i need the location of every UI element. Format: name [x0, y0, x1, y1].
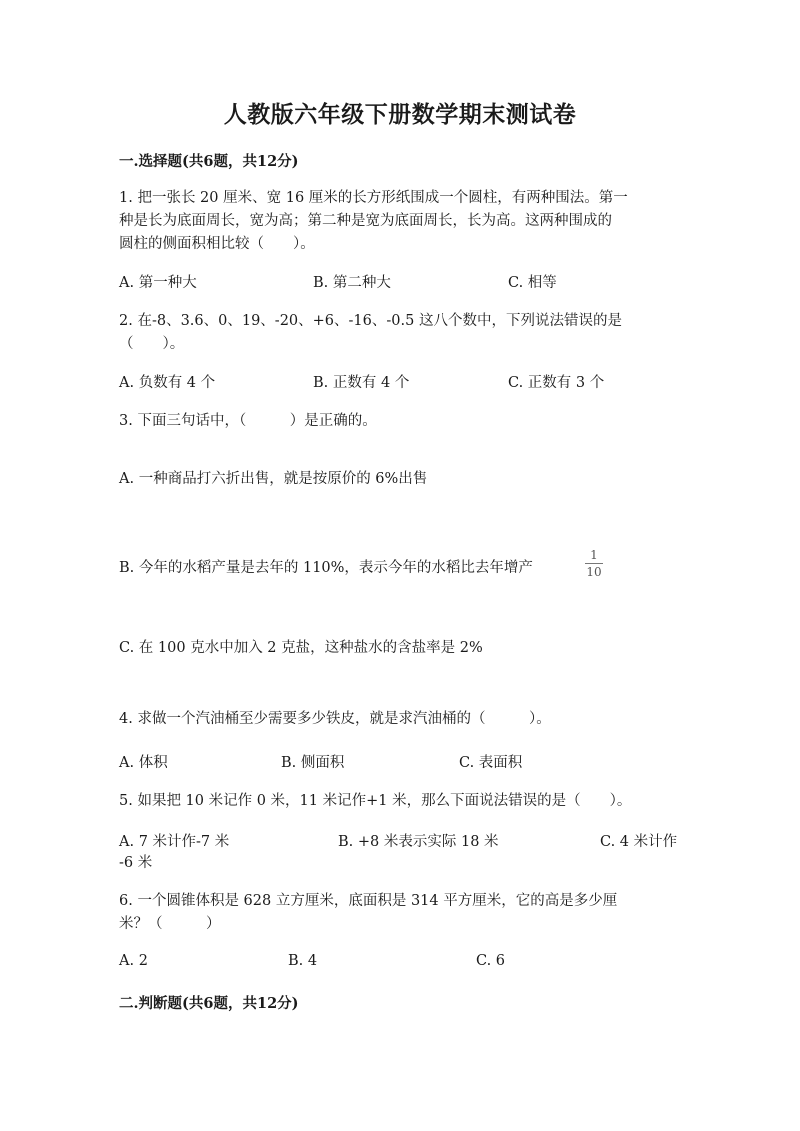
question-3 [119, 410, 679, 433]
question-4-option-c: C. 表面积 [459, 755, 523, 771]
question-3-line-1: 3. 下面三句话中，（ ）是正确的。 [119, 413, 377, 429]
question-1-line-1: 1. 把一张长 20 厘米、宽 16 厘米的长方形纸围成一个圆柱，有两种围法。第一 [119, 190, 628, 206]
question-2-option-b: B. 正数有 4 个 [313, 375, 410, 391]
question-2 [119, 310, 679, 356]
question-1-option-c: C. 相等 [508, 275, 557, 291]
fraction-bar [585, 563, 603, 564]
question-5-option-c: C. 4 米计作 [600, 834, 678, 850]
question-4 [119, 708, 679, 731]
fraction-one-tenth [585, 549, 603, 579]
question-2-line-1: 2. 在-8、3.6、0、19、-20、+6、-16、-0.5 这八个数中，下列说法错误的是 [119, 313, 622, 329]
section-heading-judgment: 二.判断题(共6题，共12分) [119, 995, 299, 1012]
question-6-line-2: 米？（ ） [119, 916, 221, 932]
question-5 [119, 790, 699, 813]
question-3-option-a: A. 一种商品打六折出售，就是按原价的 6%出售 [119, 471, 428, 487]
question-6-line-1: 6. 一个圆锥体积是 628 立方厘米，底面积是 314 平方厘米，它的高是多少厘 [119, 893, 618, 909]
question-6-option-b: B. 4 [288, 953, 318, 969]
question-1-option-a: A. 第一种大 [119, 275, 197, 291]
question-4-option-b: B. 侧面积 [281, 755, 345, 771]
question-5-option-c-continued: -6 米 [119, 855, 153, 871]
question-1-line-2: 种是长为底面周长，宽为高；第二种是宽为底面周长，长为高。这两种围成的 [119, 213, 612, 229]
question-4-option-a: A. 体积 [119, 755, 168, 771]
section-heading-choice: 一.选择题(共6题，共12分) [119, 153, 299, 170]
question-5-option-b: B. +8 米表示实际 18 米 [338, 834, 499, 850]
question-2-option-a: A. 负数有 4 个 [119, 375, 216, 391]
fraction-numerator: 1 [590, 548, 598, 562]
question-6-option-c: C. 6 [476, 953, 506, 969]
question-5-option-a: A. 7 米计作-7 米 [119, 834, 230, 850]
question-6-option-a: A. 2 [119, 953, 148, 969]
question-2-line-2: （ ）。 [119, 336, 185, 352]
question-3-option-b: B. 今年的水稻产量是去年的 110%，表示今年的水稻比去年增产 [119, 560, 533, 576]
question-1-option-b: B. 第二种大 [313, 275, 391, 291]
question-5-line-1: 5. 如果把 10 米记作 0 米，11 米记作+1 米，那么下面说法错误的是（ ）。 [119, 793, 632, 809]
fraction-denominator: 10 [586, 565, 602, 579]
question-4-line-1: 4. 求做一个汽油桶至少需要多少铁皮，就是求汽油桶的（ ）。 [119, 711, 551, 727]
question-1 [119, 187, 679, 256]
question-3-option-c: C. 在 100 克水中加入 2 克盐，这种盐水的含盐率是 2% [119, 640, 483, 656]
question-1-line-3: 圆柱的侧面积相比较（ ）。 [119, 236, 315, 252]
question-2-option-c: C. 正数有 3 个 [508, 375, 605, 391]
page-title: 人教版六年级下册数学期末测试卷 [223, 101, 577, 128]
question-6 [119, 890, 679, 936]
